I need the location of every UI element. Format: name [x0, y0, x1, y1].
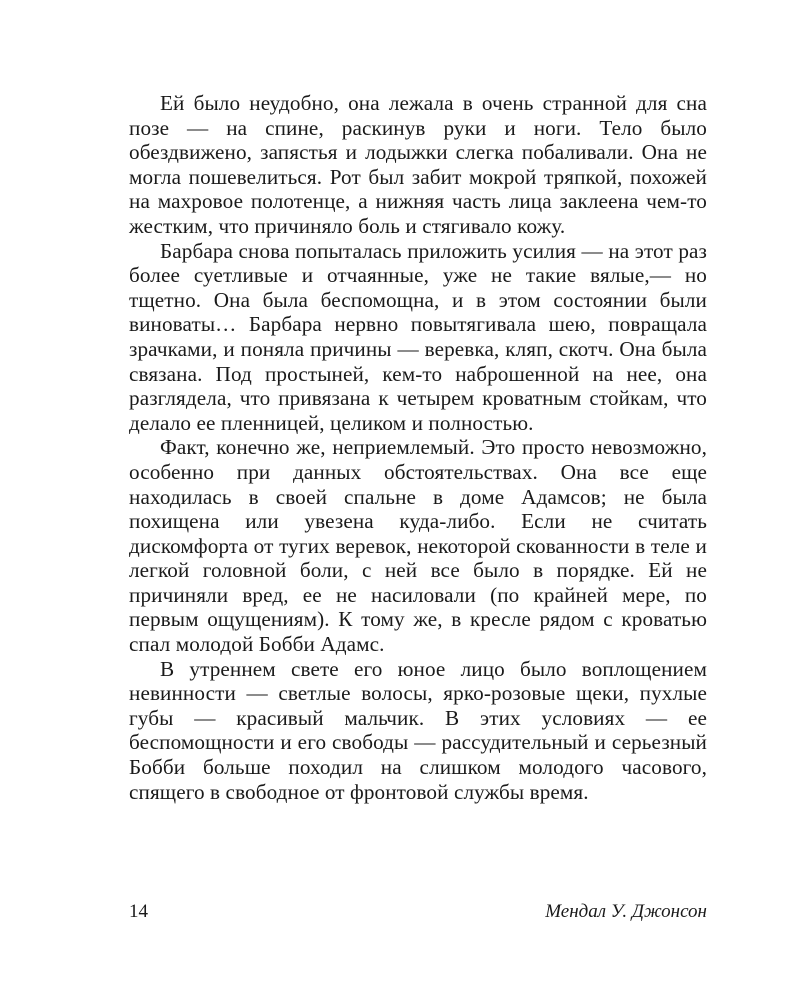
paragraph-1: Ей было неудобно, она лежала в очень странной для сна позе — на спине, раскинув руки и ноги. Тело было обездвижено, запястья и лодыжки слегка побаливали. Она не могла пошевелиться. Рот был забит мокрой тряпкой, похожей на махровое полотенце, а нижняя часть лица заклеена чем-то жестким, что причиняло боль и стягивало кожу.	[129, 91, 707, 238]
running-title: Мендал У. Джонсон	[545, 901, 707, 922]
paragraph-3: Факт, конечно же, неприемлемый. Это просто невозможно, особенно при данных обстоятельствах. Она все еще находилась в своей спальне в доме Адамсов; не была похищена или увезена куда-либо. Если не считать дискомфорта от тугих веревок, некоторой скованности в теле и легкой головной боли, с ней все было в порядке. Ей не причиняли вред, ее не насиловали (по крайней мере, по первым ощущениям). К тому же, в кресле рядом с кроватью спал молодой Бобби Адамс.	[129, 435, 707, 657]
page-footer	[129, 899, 707, 925]
paragraph-2: Барбара снова попыталась приложить усилия — на этот раз более суетливые и отчаянные, уже не такие вялые,— но тщетно. Она была беспомощна, и в этом состоянии были виноваты… Барбара нервно повытягивала шею, повращала зрачками, и поняла причины — веревка, кляп, скотч. Она была связана. Под простыней, кем-то наброшенной на нее, она разглядела, что привязана к четырем кроватным стойкам, что делало ее пленницей, целиком и полностью.	[129, 238, 707, 435]
body-text	[129, 91, 707, 804]
paragraph-4: В утреннем свете его юное лицо было воплощением невинности — светлые волосы, ярко-розовые щеки, пухлые губы — красивый мальчик. В этих условиях — ее беспомощности и его свободы — рассудительный и серьезный Бобби больше походил на слишком молодого часового, спящего в свободное от фронтовой службы время.	[129, 656, 707, 804]
page-number: 14	[129, 901, 148, 922]
